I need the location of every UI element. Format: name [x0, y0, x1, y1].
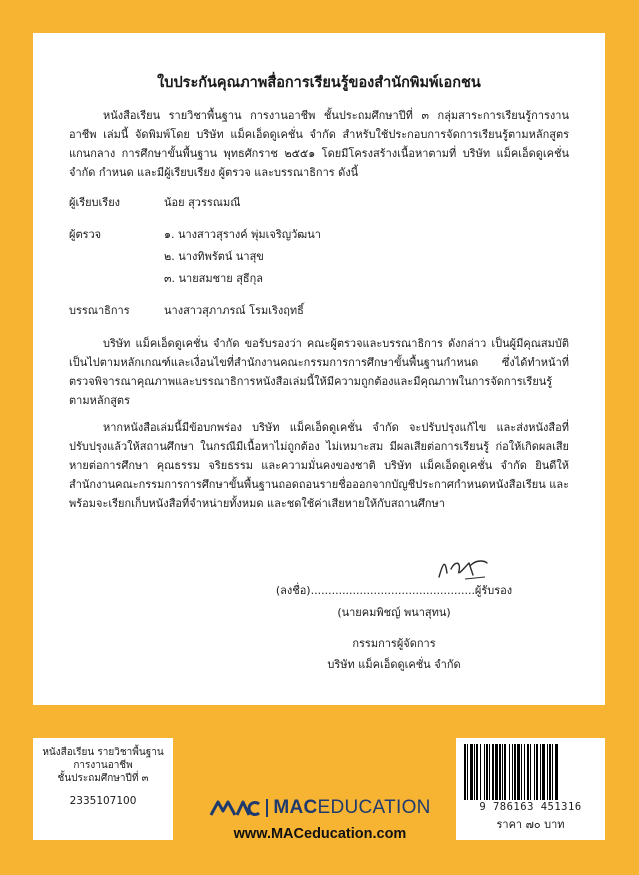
signer-name: (นายคมพิชญ์ พนาสุทน)	[337, 606, 451, 619]
editor-row	[69, 300, 569, 322]
author-label: ผู้เรียบเรียง	[69, 196, 121, 209]
book-label-line: หนังสือเรียน รายวิชาพื้นฐาน	[42, 747, 164, 758]
brand-name: MACEDUCATION	[273, 797, 431, 818]
certificate-sheet	[33, 33, 605, 705]
isbn-number: 9 786163 451316	[479, 801, 582, 813]
author-row	[69, 192, 569, 214]
editor-name: นางสาวสุภาภรณ์ โรมเริงฤทธิ์	[164, 304, 304, 317]
editor-label: บรรณาธิการ	[69, 304, 130, 317]
certification-paragraph: บริษัท แม็คเอ็ดดูเคชั่น จำกัด ขอรับรองว่า คณะผู้ตรวจและบรรณาธิการ ดังกล่าว เป็นผู้มีคุณสมบัติเป็นไปตามหลักเกณฑ์และเงื่อนไขที่สำนักงานคณะกรรมการการศึกษาขั้นพื้นฐานกำหนด ซึ่งได้ทำหน้าที่ตรวจพิจารณาคุณภาพและบรรณาธิการหนังสือเล่มนี้ให้มีความถูกต้องและมีคุณภาพในการจัดการเรียนรู้ตามหลักสูตร	[69, 337, 569, 407]
reviewer-label: ผู้ตรวจ	[69, 228, 102, 241]
reviewer-name: ๑. นางสาวสุรางค์ พุ่มเจริญวัฒนา	[164, 228, 321, 241]
book-label-line: การงานอาชีพ	[73, 760, 133, 771]
author-name: น้อย สุวรรณมณี	[164, 196, 241, 209]
barcode-icon	[462, 744, 599, 800]
book-label	[33, 738, 173, 840]
certificate-title: ใบประกันคุณภาพสื่อการเรียนรู้ของสำนักพิมพ์เอกชน	[157, 75, 481, 91]
warranty-paragraph: หากหนังสือเล่มนี้มีข้อบกพร่อง บริษัท แม็คเอ็ดดูเคชั่น จำกัด จะปรับปรุงแก้ไข และส่งหนังสือที่ปรับปรุงแล้วให้สถานศึกษา ในกรณีมีเนื้อหาไม่ถูกต้อง ไม่เหมาะสม มีผลเสียต่อการเรียนรู้ ก่อให้เกิดผลเสียหายต่อการศึกษา คุณธรรม จริยธรรม และความมั่นคงของชาติ บริษัท แม็คเอ็ดดูเคชั่น จำกัด ยินดีให้สำนักงานคณะกรรมการการศึกษาขั้นพื้นฐานถอดถอนรายชื่อออกจากบัญชีประกาศกำหนดหนังสือเรียน และพร้อมจะเรียกเก็บหนังสือที่จำหน่ายทั้งหมด และชดใช้ค่าเสียหายให้กับสถานศึกษา	[69, 421, 569, 510]
intro-paragraph: หนังสือเรียน รายวิชาพื้นฐาน การงานอาชีพ ชั้นประถมศึกษาปีที่ ๓ กลุ่มสาระการเรียนรู้การงานอาชีพ เล่มนี้ จัดพิมพ์โดย บริษัท แม็คเอ็ดดูเคชั่น จำกัด สำหรับใช้ประกอบการจัดการเรียนรู้ตามหลักสูตรแกนกลาง การศึกษาขั้นพื้นฐาน พุทธศักราช ๒๕๕๑ โดยมีโครงสร้างเนื้อหาตามที่ บริษัท แม็คเอ็ดดูเคชั่น จำกัด กำหนด และมีผู้เรียบเรียง ผู้ตรวจ และบรรณาธิการ ดังนี้	[69, 109, 569, 179]
barcode-box	[456, 738, 605, 840]
reviewer-name: ๓. นายสมชาย สุธีกุล	[164, 272, 264, 285]
reviewer-name: ๒. นางทิพรัตน์ นาสุข	[164, 250, 264, 263]
reviewer-row	[69, 224, 569, 290]
book-label-line: ชั้นประถมศึกษาปีที่ ๓	[57, 773, 149, 784]
signer-company: บริษัท แม็คเอ็ดดูเคชั่น จำกัด	[327, 658, 461, 671]
price-label: ราคา ๗๐ บาท	[496, 818, 565, 831]
sign-line: (ลงชื่อ)...............................................ผู้รับรอง	[275, 584, 513, 597]
book-code: 2335107100	[69, 795, 137, 807]
website-url: www.MACeducation.com	[233, 826, 407, 842]
brand-separator	[266, 799, 268, 817]
brand-logo	[200, 796, 440, 820]
mac-logo-icon	[209, 799, 261, 817]
signer-title: กรรมการผู้จัดการ	[352, 637, 436, 650]
contributors	[69, 192, 569, 322]
